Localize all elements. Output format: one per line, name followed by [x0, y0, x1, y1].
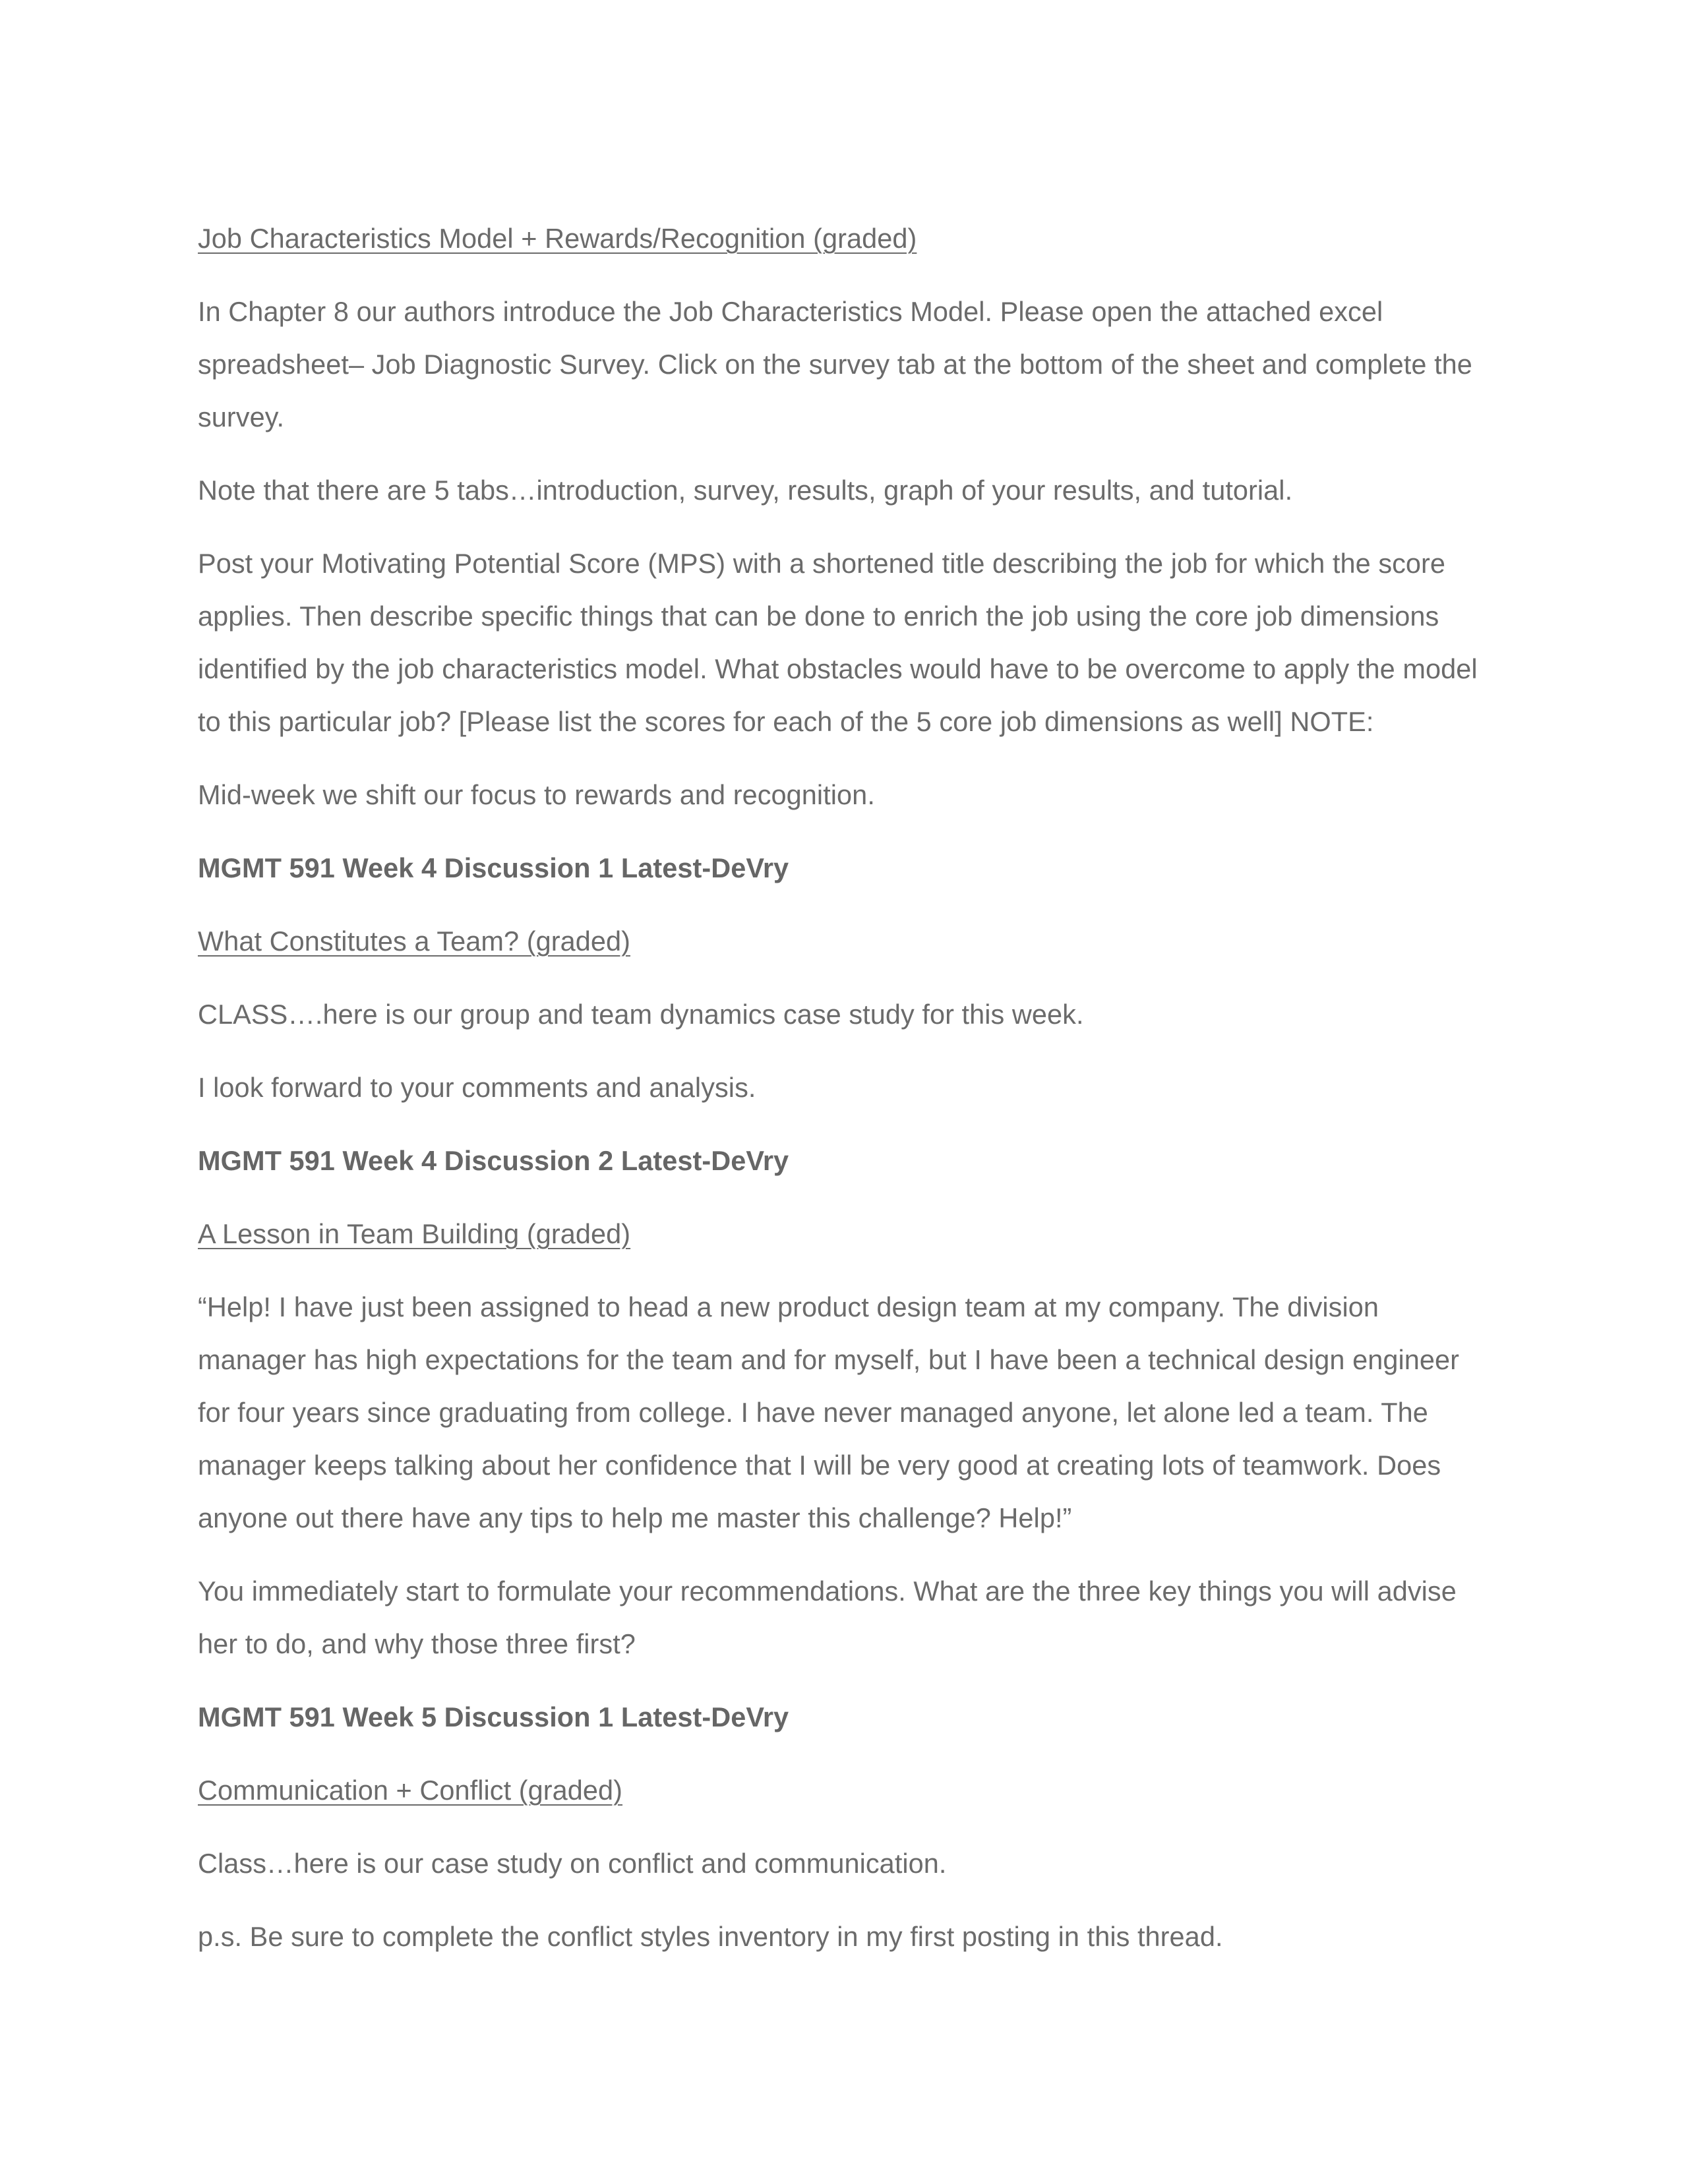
paragraph: Mid-week we shift our focus to rewards and recognition. — [198, 779, 875, 810]
paragraph: Note that there are 5 tabs…introduction, survey, results, graph of your results, and tutorial. — [198, 475, 1293, 506]
paragraph: CLASS….here is our group and team dynamics case study for this week. — [198, 999, 1084, 1030]
paragraph: “Help! I have just been assigned to head a new product design team at my company. The division manager has high expectations for the team and for myself, but I have been a technical design engineer for four years since graduating from college. I have never managed anyone, let alone led a team. The manager keeps talking about her confidence that I will be very good at creating lots of teamwork. Does anyone out there have any tips to help me master this challenge? Help!” — [198, 1291, 1459, 1533]
section-title-communication-conflict[interactable]: Communication + Conflict (graded) — [198, 1775, 623, 1806]
section-title-what-constitutes-team[interactable]: What Constitutes a Team? (graded) — [198, 926, 630, 957]
heading-week4-discussion2: MGMT 591 Week 4 Discussion 2 Latest-DeVry — [198, 1145, 789, 1176]
paragraph: I look forward to your comments and analysis. — [198, 1072, 756, 1103]
paragraph: p.s. Be sure to complete the conflict styles inventory in my first posting in this thread. — [198, 1921, 1223, 1952]
section-title-lesson-team-building[interactable]: A Lesson in Team Building (graded) — [198, 1218, 631, 1249]
paragraph: Post your Motivating Potential Score (MPS) with a shortened title describing the job for which the score applies. Then describe specific things that can be done to enrich the job using the core job dimensions identified by the job characteristics model. What obstacles would have to be overcome to apply the model to this particular job? [Please list the scores for each of the 5 core job dimensions as well] NOTE: — [198, 548, 1478, 737]
heading-week5-discussion1: MGMT 591 Week 5 Discussion 1 Latest-DeVry — [198, 1701, 789, 1732]
paragraph: In Chapter 8 our authors introduce the Job Characteristics Model. Please open the attached excel spreadsheet– Job Diagnostic Survey. Click on the survey tab at the bottom of the sheet and complete the survey. — [198, 296, 1472, 432]
heading-week4-discussion1: MGMT 591 Week 4 Discussion 1 Latest-DeVry — [198, 852, 789, 883]
section-title-job-characteristics[interactable]: Job Characteristics Model + Rewards/Recognition (graded) — [198, 223, 917, 254]
paragraph: You immediately start to formulate your recommendations. What are the three key things you will advise her to do, and why those three first? — [198, 1576, 1457, 1659]
paragraph: Class…here is our case study on conflict and communication. — [198, 1848, 947, 1879]
